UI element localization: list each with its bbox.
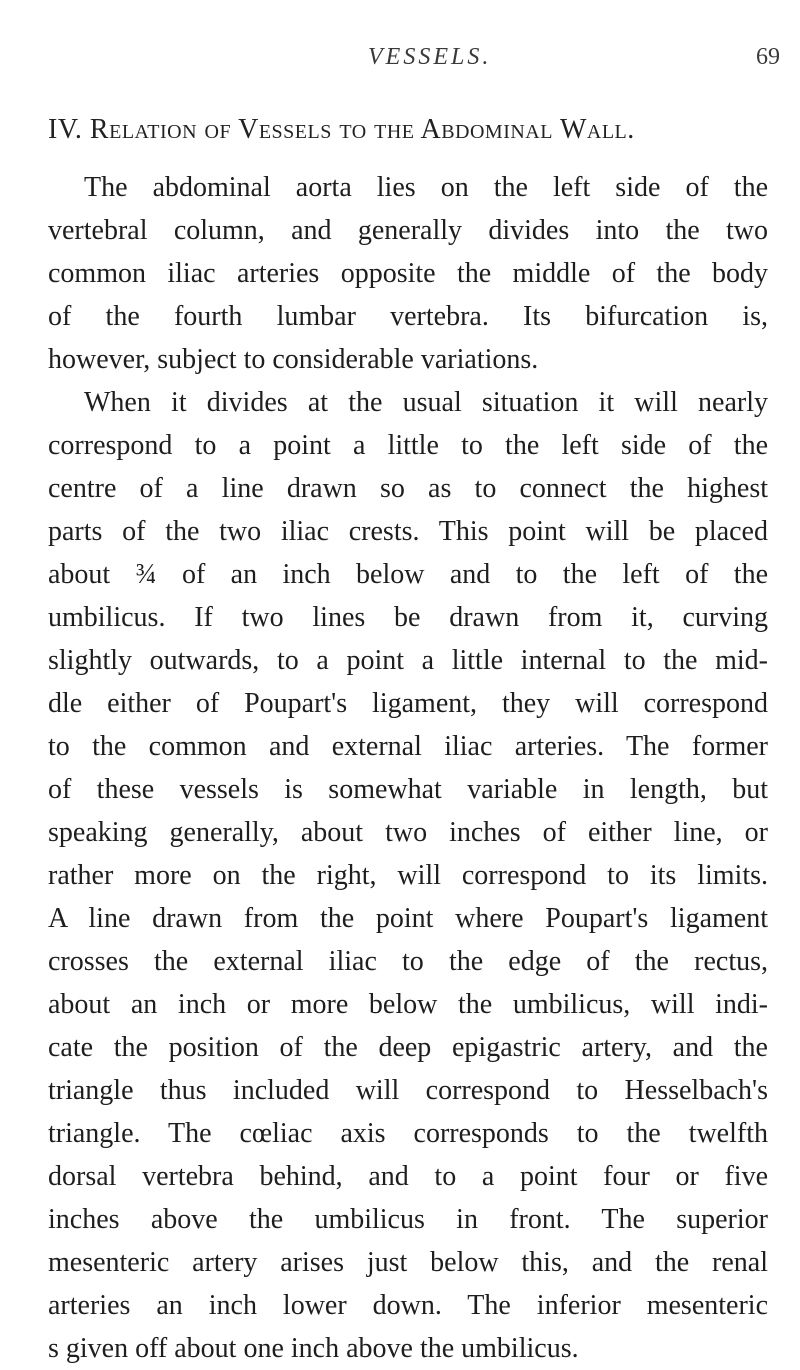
text-line: mesenteric artery arises just below this, and the renal bbox=[48, 1247, 768, 1278]
text-line: centre of a line drawn so as to connect the highest bbox=[48, 473, 768, 504]
text-line: parts of the two iliac crests. This point will be placed bbox=[48, 516, 768, 547]
text-line: A line drawn from the point where Poupart's ligament bbox=[48, 903, 768, 934]
text-line: crosses the external iliac to the edge of the rectus, bbox=[48, 946, 768, 977]
text-line: dorsal vertebra behind, and to a point four or five bbox=[48, 1161, 768, 1192]
text-line: however, subject to considerable variations. bbox=[48, 344, 539, 375]
text-line: inches above the umbilicus in front. The superior bbox=[48, 1204, 768, 1235]
text-line: common iliac arteries opposite the middle of the body bbox=[48, 258, 768, 289]
text-line: to the common and external iliac arteries. The former bbox=[48, 731, 768, 762]
running-head bbox=[0, 44, 800, 84]
section-heading: IV. Relation of Vessels to the Abdominal Wall. bbox=[48, 114, 635, 145]
text-line: speaking generally, about two inches of either line, or bbox=[48, 817, 768, 848]
text-line: triangle. The cœliac axis corresponds to the twelfth bbox=[48, 1118, 768, 1149]
text-line: s given off about one inch above the umbilicus. bbox=[48, 1333, 579, 1364]
text-line: of the fourth lumbar vertebra. Its bifurcation is, bbox=[48, 301, 768, 332]
text-line: vertebral column, and generally divides into the two bbox=[48, 215, 768, 246]
text-line: about ¾ of an inch below and to the left of the bbox=[48, 559, 768, 590]
text-line: about an inch or more below the umbilicus, will indi- bbox=[48, 989, 768, 1020]
text-line: The abdominal aorta lies on the left side of the bbox=[84, 172, 768, 203]
text-line: rather more on the right, will correspond to its limits. bbox=[48, 860, 768, 891]
text-line: dle either of Poupart's ligament, they will correspond bbox=[48, 688, 768, 719]
text-line: triangle thus included will correspond to Hesselbach's bbox=[48, 1075, 768, 1106]
text-line: When it divides at the usual situation it will nearly bbox=[84, 387, 768, 418]
text-line: umbilicus. If two lines be drawn from it, curving bbox=[48, 602, 768, 633]
text-line: slightly outwards, to a point a little internal to the mid- bbox=[48, 645, 768, 676]
page-number: 69 bbox=[756, 44, 780, 70]
body-text bbox=[48, 166, 768, 1370]
text-line: of these vessels is somewhat variable in length, but bbox=[48, 774, 768, 805]
text-line: correspond to a point a little to the left side of the bbox=[48, 430, 768, 461]
text-line: arteries an inch lower down. The inferior mesenteric bbox=[48, 1290, 768, 1321]
text-line: cate the position of the deep epigastric artery, and the bbox=[48, 1032, 768, 1063]
running-title: VESSELS. bbox=[368, 44, 492, 70]
